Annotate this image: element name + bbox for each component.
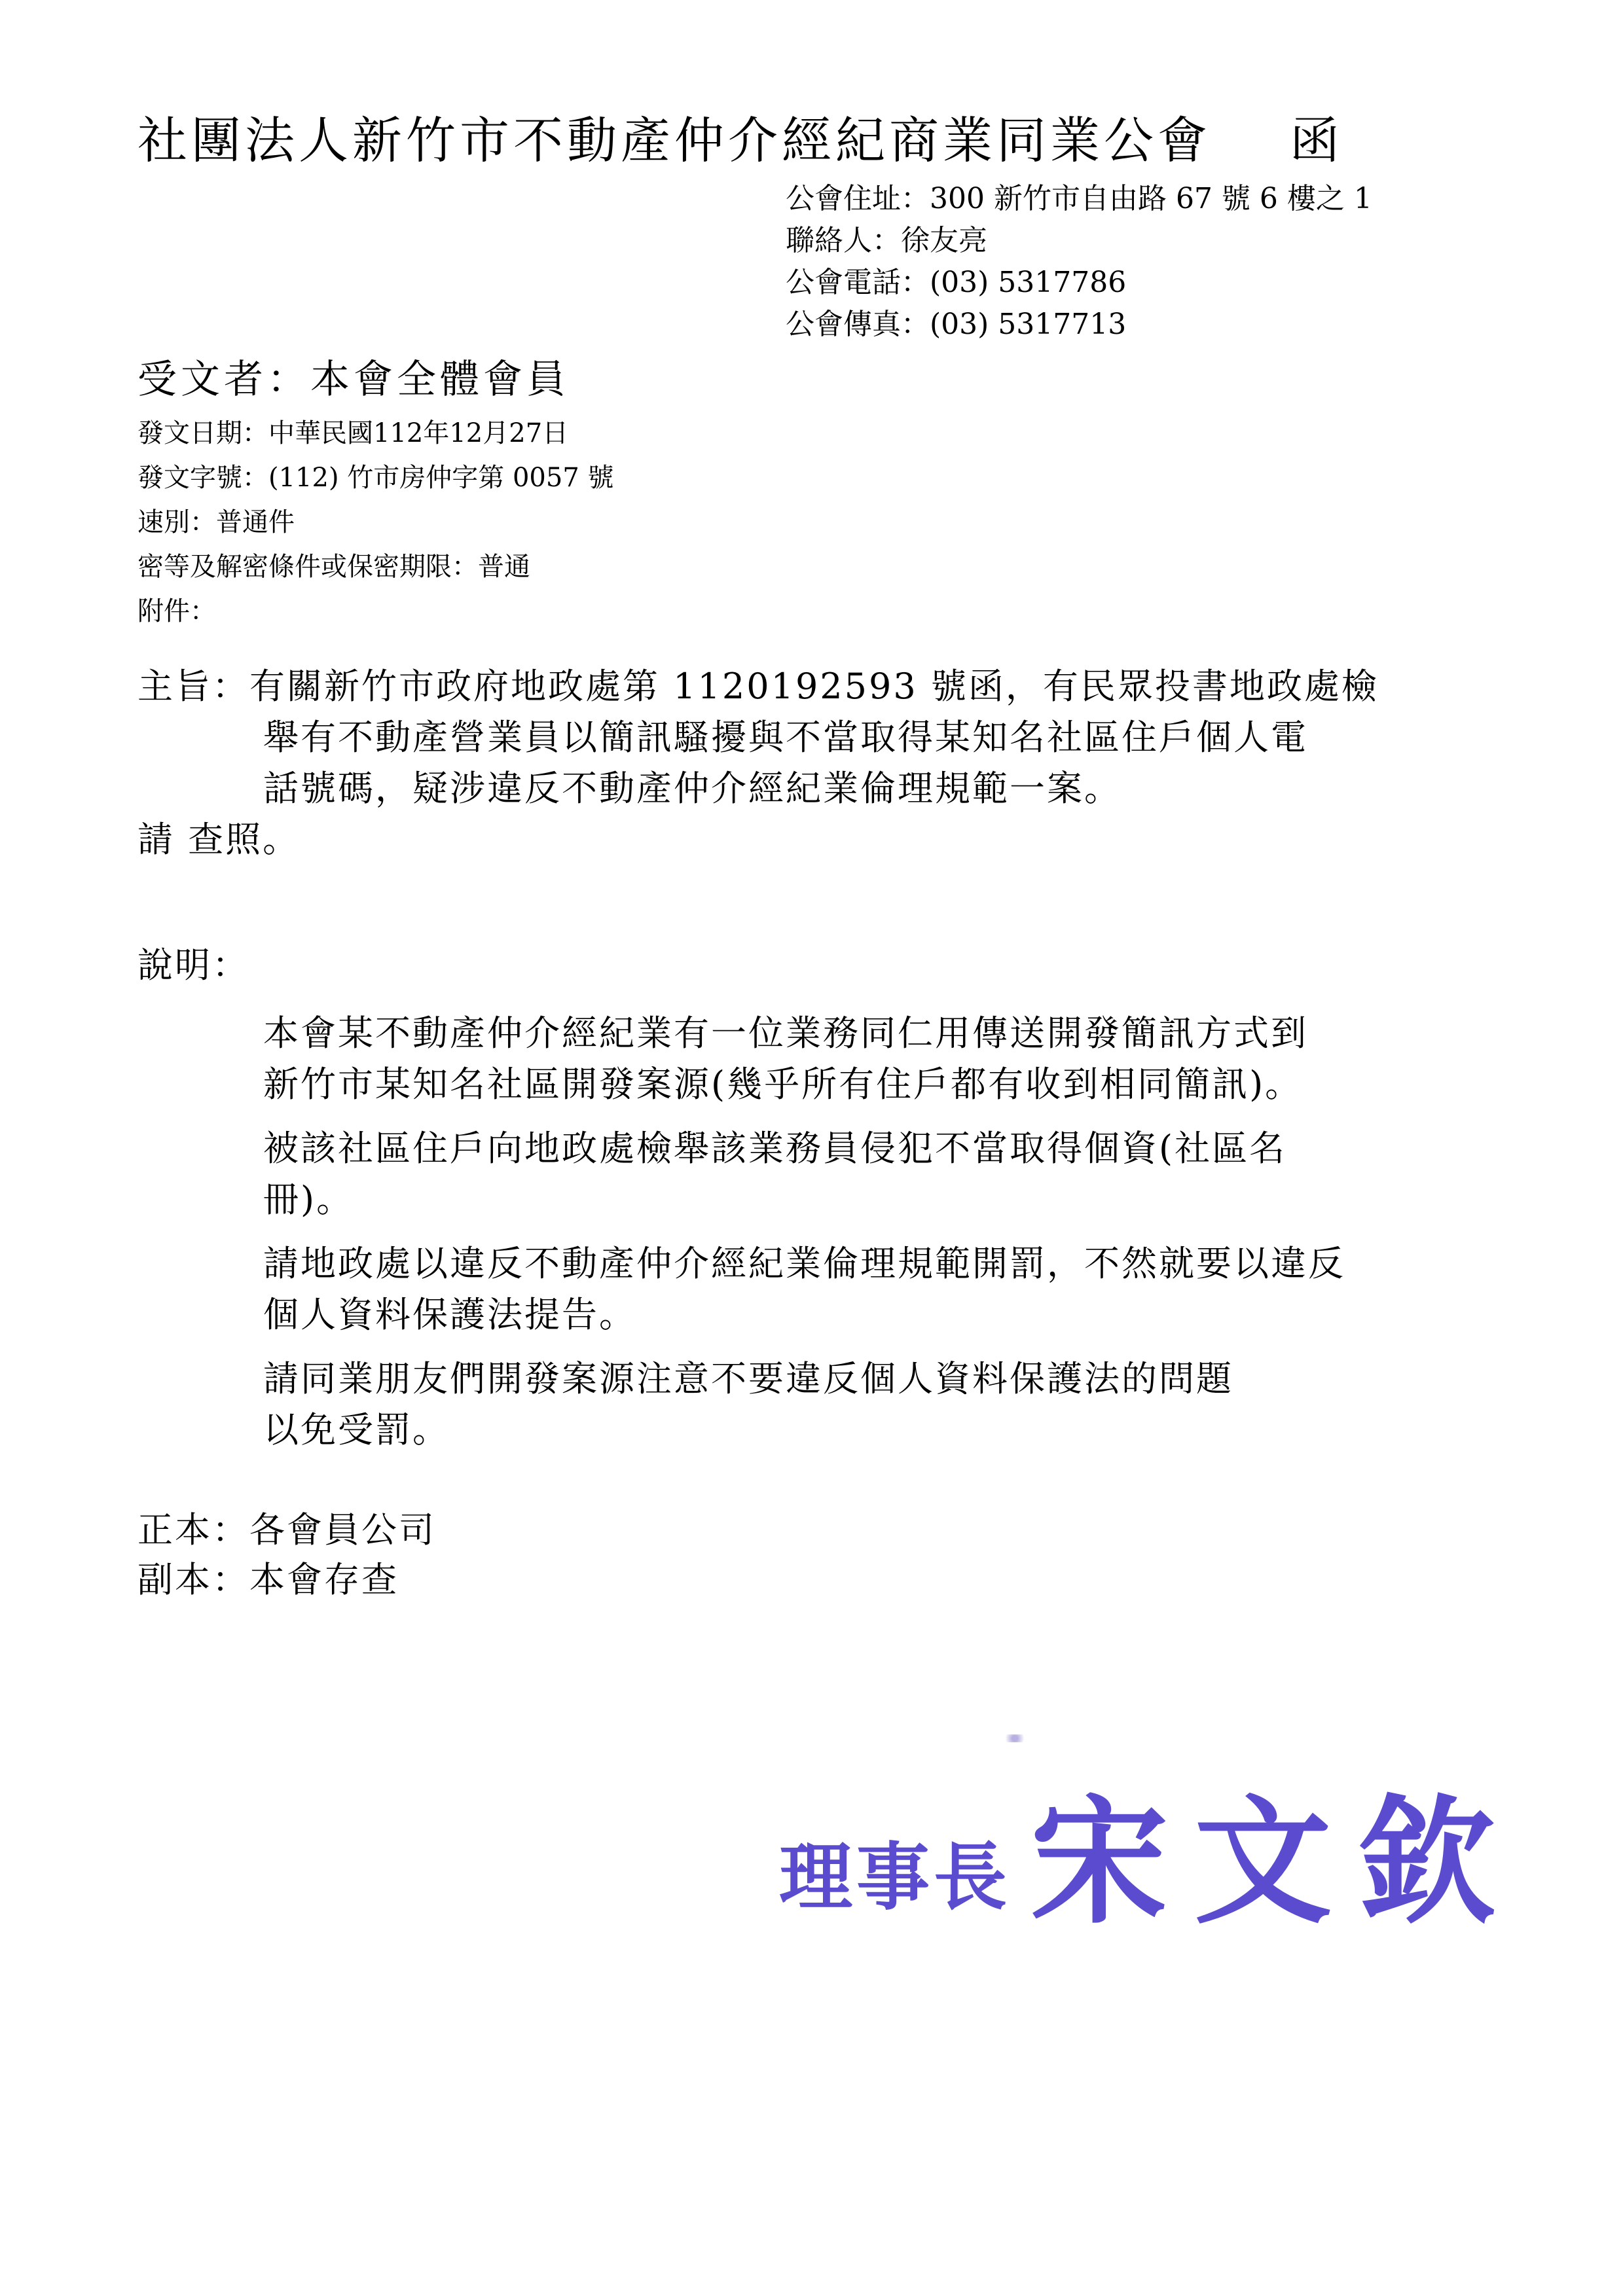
distribution-block: [137, 1505, 436, 1605]
document-meta: [137, 411, 614, 634]
description-paragraph: [263, 1238, 1345, 1340]
contact-phone: 公會電話：(03) 5317786: [786, 266, 1127, 299]
contact-block: [786, 178, 1372, 346]
organization-name: 社團法人新竹市不動產仲介經紀商業同業公會: [137, 111, 1211, 170]
signatory-title: 理事長: [779, 1835, 1011, 1920]
description-paragraph: [263, 1123, 1345, 1225]
description-line: 被該社區住戶向地政處檢舉該業務員侵犯不當取得個資(社區名: [263, 1128, 1287, 1169]
description-line: 請地政處以違反不動產仲介經紀業倫理規範開罰，不然就要以違反: [263, 1243, 1345, 1284]
issue-date: 發文日期：中華民國112年12月27日: [137, 418, 569, 448]
subject-line: 主旨：有關新竹市政府地政處第 1120192593 號函，有民眾投書地政處檢: [137, 666, 1379, 707]
attachments-line: 附件：: [137, 596, 216, 626]
contact-person: 聯絡人：徐友亮: [786, 224, 987, 257]
contact-fax: 公會傳真：(03) 5317713: [786, 308, 1127, 341]
signature-stamp: [779, 1781, 1522, 1943]
document-type: 函: [1290, 111, 1343, 170]
description-line: 個人資料保護法提告。: [263, 1294, 636, 1335]
description-line: 本會某不動產仲介經紀業有一位業務同仁用傳送開發簡訊方式到: [263, 1013, 1308, 1054]
description-line: 請同業朋友們開發案源注意不要違反個人資料保護法的問題: [263, 1358, 1233, 1399]
description-line: 新竹市某知名社區開發案源(幾乎所有住戶都有收到相同簡訊)。: [263, 1064, 1303, 1105]
subject-line: 話號碼，疑涉違反不動產仲介經紀業倫理規範一案。: [263, 768, 1122, 809]
urgency-level: 速別：普通件: [137, 507, 295, 537]
original-recipients: 正本：各會員公司: [137, 1509, 436, 1551]
copy-recipients: 副本：本會存查: [137, 1559, 399, 1600]
description-line: 冊)。: [263, 1179, 354, 1220]
letterhead-title: [137, 105, 1343, 177]
recipient-line: 受文者：本會全體會員: [137, 357, 570, 403]
description-body: [263, 1008, 1345, 1469]
description-line: 以免受罰。: [263, 1409, 450, 1450]
description-heading: 說明：: [137, 944, 249, 986]
subject-request: 請 查照。: [137, 819, 301, 860]
signatory-name: 宋文欽: [1030, 1781, 1522, 1943]
subject-line: 舉有不動產營業員以簡訊騷擾與不當取得某知名社區住戶個人電: [263, 717, 1308, 758]
subject-section: [137, 661, 1379, 865]
stamp-ink-speck: [1002, 1734, 1028, 1742]
classification-level: 密等及解密條件或保密期限：普通: [137, 552, 530, 582]
description-paragraph: [263, 1354, 1345, 1456]
description-paragraph: [263, 1008, 1345, 1110]
document-number: 發文字號：(112) 竹市房仲字第 0057 號: [137, 463, 614, 493]
contact-address: 公會住址：300 新竹市自由路 67 號 6 樓之 1: [786, 182, 1372, 215]
